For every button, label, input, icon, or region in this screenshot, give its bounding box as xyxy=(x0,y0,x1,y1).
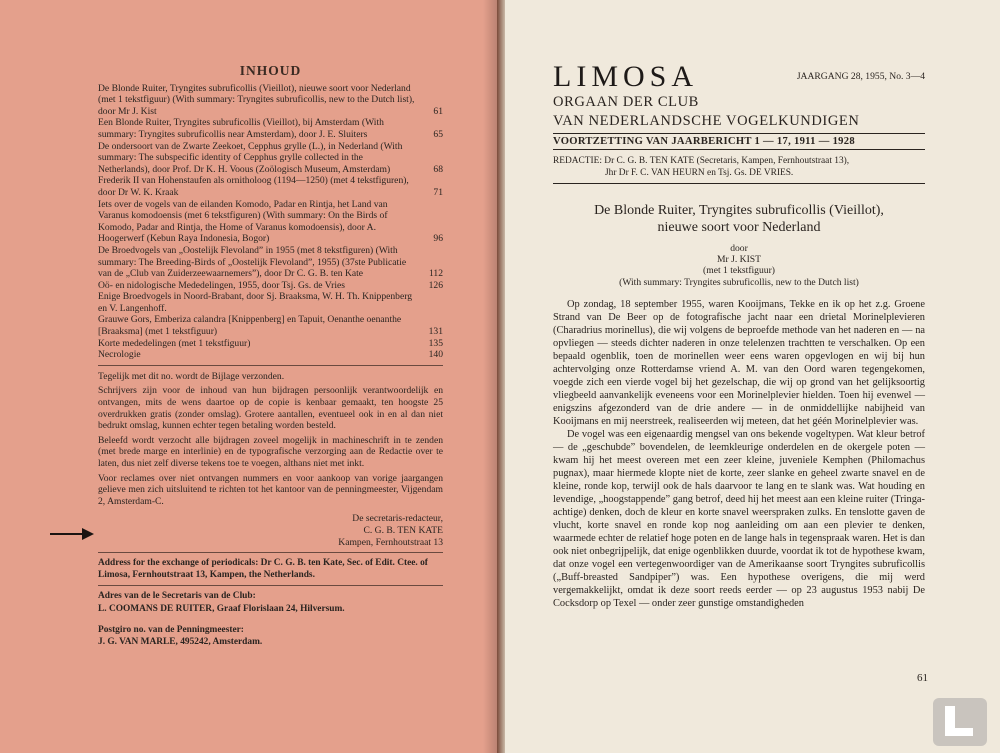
article-title-line-2: nieuwe soort voor Nederland xyxy=(657,220,821,235)
divider xyxy=(98,552,443,553)
issue-info: JAARGANG 28, 1955, No. 3—4 xyxy=(796,71,925,82)
paragraph: De vogel was een eigenaardig mengsel van ons bekende vogeltypen. Wat kleur betrof — de „geschubde” bovendelen, de leemkleurige onderdelen en de okergele poten — kwam hij het meest overeen met een zeer kleine, juveniele Kemphen (Philomachus pugnax), maar hiermede klopte niet de korte, zeer slanke en geheel zwarte snavel en de kleine, ronde kop, terwijl ook de hals daarvoor te lang en te slank was. Wat houding en levendige, „hoogstappende” gang betrof, deed hij het meest aan een kleine ruiter (Tringa-achtige) denken, doch de kleur en korte snavel weerspraken zulks. En tenslotte gaven de vlucht, korte snavel en ronde kop nog aanleiding om aan een plevier te denken, waarmede echter de relatief hoge poten en de lange hals in tegenspraak waren. Het is dan ook niet onbegrijpelijk, dat enige ogenblikken duurde, voordat ik tot de hypothese kwam, dat onze vogel een vertegenwoordiger van de Amerikaanse soort Tryngites subruficollis („Buff-breasted Sandpiper”) was. Een hypothese overigens, die mij werd vergemakkelijkt, omdat ik deze soort reeds eerder — op 23 augustus 1953 nabij De Cocksdorp op Texel — onder zeer gunstige omstandigheden xyxy=(553,428,925,609)
note-submissions: Beleefd wordt verzocht alle bijdragen zoveel mogelijk in machineschrift in te zenden (met brede marge en interlinie) en de typografische verzorging aan de Redactie over te laten, dus niet zelf diverse tekens toe te voegen, althans niet met inkt. xyxy=(98,434,443,469)
contents-title: INHOUD xyxy=(239,63,302,78)
toc-entry xyxy=(98,349,443,361)
divider xyxy=(98,365,443,366)
toc-entry-title: De Broedvogels van „Oostelijk Flevoland” in 1955 (met 8 tekstfiguren) (With summary: The Breeding-Birds of „Oostelijk Flevoland”, 1955) (37ste Publicatie van de „Club van Zuiderzeewaarnemers”), door Dr C. G. B. ten Kate xyxy=(98,244,407,280)
toc-entry-title: De Blonde Ruiter, Tryngites subruficollis (Vieillot), nieuwe soort voor Nederland (met 1 tekstfiguur) (With summary: Tryngites subruficollis, new to the Dutch list), door Mr J. Kist xyxy=(98,82,415,117)
byline-figure-note: (met 1 tekstfiguur) xyxy=(703,265,775,277)
toc-entry-page: 112 xyxy=(428,268,443,280)
article-page-content xyxy=(553,62,925,610)
arrow-pointer-icon xyxy=(50,527,94,541)
signature-name: C. G. B. TEN KATE xyxy=(363,524,443,536)
byline-door: door xyxy=(730,243,748,254)
page-number: 61 xyxy=(917,672,928,684)
note-reclames: Voor reclames over niet ontvangen nummers en voor aankoop van vorige jaargangen gelieve men zich uitsluitend te richten tot het kantoor van de penningmeester, Vijgendam 2, Amsterdam-C. xyxy=(98,472,443,507)
toc-entry xyxy=(98,314,443,337)
toc-entry-page: 68 xyxy=(433,163,443,175)
toc-entry xyxy=(98,83,443,118)
table-of-contents xyxy=(98,83,443,361)
redactie-block xyxy=(553,155,925,184)
signature-place: Kampen, Fernhoutstraat 13 xyxy=(338,536,443,548)
toc-entry-title: Enige Broedvogels in Noord-Brabant, door Sj. Braaksma, W. H. Th. Knippenberg en V. Langenhoff. xyxy=(98,291,413,314)
toc-entry-title: Korte mededelingen (met 1 tekstfiguur) xyxy=(98,337,251,349)
orgaan-line-1: ORGAAN DER CLUB xyxy=(553,94,699,110)
signature-block xyxy=(98,513,443,548)
toc-entry-page: 96 xyxy=(433,233,443,245)
toc-entry xyxy=(98,338,443,350)
redactie-line-2: Jhr Dr F. C. VAN HEURN en Tsj. Gs. DE VRIES. xyxy=(605,168,794,178)
article-title xyxy=(553,202,925,236)
toc-entry xyxy=(98,175,443,198)
postgiro-label: Postgiro no. van de Penningmeester: xyxy=(98,624,244,635)
book-spine xyxy=(497,0,505,753)
toc-entry-title: Een Blonde Ruiter, Tryngites subruficollis (Vieillot), bij Amsterdam (With summary: Tryngites subruficollis near Amsterdam), door J. E. Sluiters xyxy=(98,117,384,140)
masthead xyxy=(553,62,925,92)
watermark-logo-icon xyxy=(933,698,987,746)
toc-entry-page: 61 xyxy=(433,105,443,117)
journal-title: LIMOSA xyxy=(553,60,699,93)
toc-entry xyxy=(98,291,443,314)
toc-entry xyxy=(98,199,443,245)
toc-entry-page: 71 xyxy=(433,186,443,198)
signature-role: De secretaris-redacteur, xyxy=(352,513,443,525)
secretary-value: L. COOMANS DE RUITER, Graaf Florislaan 24, Hilversum. xyxy=(98,603,345,614)
divider xyxy=(98,585,443,586)
inside-cover-content xyxy=(98,65,443,649)
orgaan-line-2: VAN NEDERLANDSCHE VOGELKUNDIGEN xyxy=(553,113,860,129)
toc-entry xyxy=(98,141,443,176)
toc-entry-title: Oö- en nidologische Mededelingen, 1955, door Tsj. Gs. de Vries xyxy=(98,279,345,291)
paragraph: Op zondag, 18 september 1955, waren Kooijmans, Tekke en ik op het z.g. Groene Strand van De Beer op de fotografische jacht naar een drietal Morinelplevieren (Charadrius morinellus), die wij volgens de beproefde methode van het naderen en — na opvliegen — steeds dichter naderen in onze telelenzen trachtten te verschalken. Op een bepaald ogenblik, toen de morinellen weer eens waren opgevlogen en wij bij hun achtervolging onze Rotterdamse vriend A. M. van den Oord waren tegengekomen, voegde zich een vierde vogel bij het gezelschap, die wij op grond van het gelijksoortig vliegbeeld aanvankelijk eveneens voor een Morinelplevier hielden. Toen hij evenwel — enigszins afgezonderd van de drie andere — in de onmiddellijke nabijheid van Kooijmans en mij neerstreek, realiseerden wij meteen, dat het géén Morinelplevier was. xyxy=(553,298,925,427)
redactie-line-1: REDACTIE: Dr C. G. B. TEN KATE (Secretaris, Kampen, Fernhoutstraat 13), xyxy=(553,156,850,166)
toc-entry-title: Necrologie xyxy=(98,349,141,361)
toc-entry xyxy=(98,280,443,292)
toc-entry-title: Iets over de vogels van de eilanden Komodo, Padar en Rintja, het Land van Varanus komodoensis (met 6 tekstfiguren) (With summary: On the Birds of Komodo, Padar and Rintja, the Home of Varanus komodoensis), door A. Hoogerwerf (Kebun Raya Indonesia, Bogor) xyxy=(98,198,388,245)
article-page xyxy=(505,0,1000,753)
toc-entry-page: 65 xyxy=(433,128,443,140)
toc-entry-page: 126 xyxy=(428,279,443,291)
toc-entry-page: 131 xyxy=(428,326,443,338)
postgiro-value: J. G. VAN MARLE, 495242, Amsterdam. xyxy=(98,637,263,648)
toc-entry-title: Grauwe Gors, Emberiza calandra [Knippenberg] en Tapuit, Oenanthe oenanthe [Braaksma] (met 1 tekstfiguur) xyxy=(98,314,402,338)
byline-summary-note: (With summary: Tryngites subruficollis, new to the Dutch list) xyxy=(619,276,859,288)
toc-entry-title: De ondersoort van de Zwarte Zeekoet, Cepphus grylle (L.), in Nederland (With summary: The subspecific identity of Cepphus grylle collected in the Netherlands), door Prof. Dr K. H. Voous (Zoölogisch Museum, Amsterdam) xyxy=(98,140,403,175)
article-body xyxy=(553,298,925,610)
note-authors: Schrijvers zijn voor de inhoud van hun bijdragen persoonlijk verantwoordelijk en ontvangen, mits de wens daartoe op de copie is kenbaar gemaakt, ten hoogste 25 overdrukken gratis (zonder omslag). Grotere aantallen, eventueel ook in en al dan niet bedrukt omslag, kunnen echter tegen betaling worden besteld. xyxy=(98,385,443,432)
exchange-address: Address for the exchange of periodicals: Dr C. G. B. ten Kate, Sec. of Edit. Ctee. of Limosa, Fernhoutstraat 13, Kampen, the Netherlands. xyxy=(98,558,428,580)
article-title-line-1: De Blonde Ruiter, Tryngites subruficollis (Vieillot), xyxy=(594,203,884,218)
article-byline xyxy=(553,243,925,288)
note-bijlage: Tegelijk met dit no. wordt de Bijlage verzonden. xyxy=(98,370,285,382)
secretary-label: Adres van de le Secretaris van de Club: xyxy=(98,591,256,602)
toc-entry-title: Frederik II van Hohenstaufen als ornitholoog (1194—1250) (met 4 tekstfiguren), door Dr W. K. Kraak xyxy=(98,175,409,198)
toc-entry xyxy=(98,245,443,280)
voortzetting-line: VOORTZETTING VAN JAARBERICHT 1 — 17, 1911 — 1928 xyxy=(553,133,925,150)
byline-author: Mr J. KIST xyxy=(717,254,761,266)
toc-entry xyxy=(98,117,443,140)
inside-cover-page xyxy=(0,0,497,753)
toc-entry-page: 135 xyxy=(428,337,443,349)
toc-entry-page: 140 xyxy=(428,349,443,361)
